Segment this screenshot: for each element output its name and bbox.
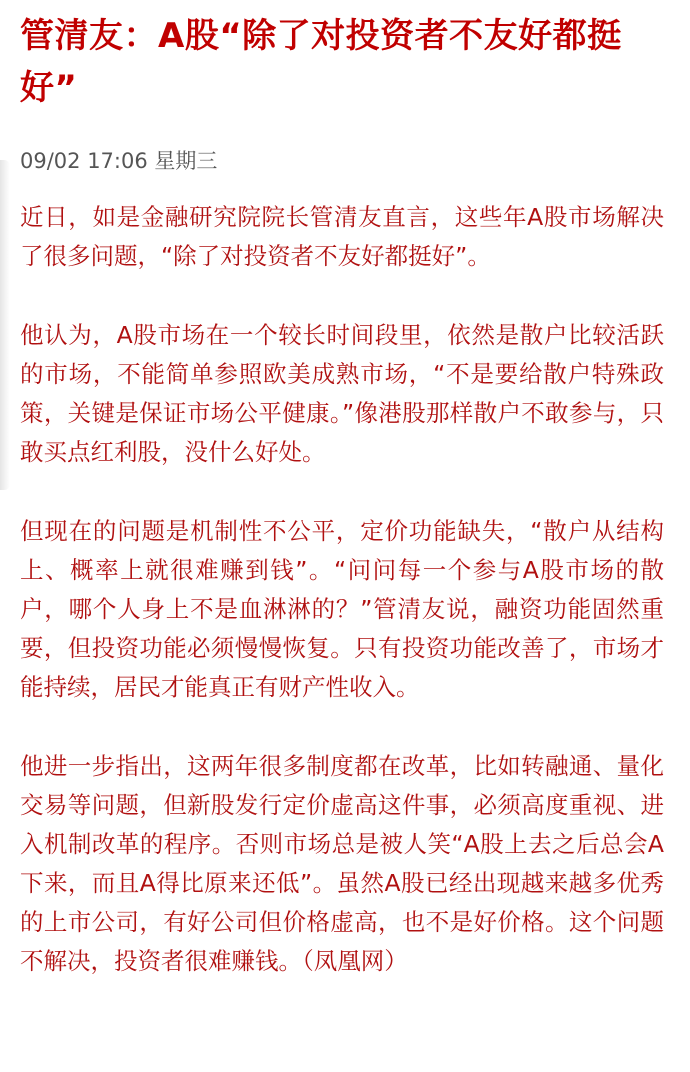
publish-time: 09/02 17:06 (20, 149, 148, 173)
publish-weekday: 星期三 (154, 149, 218, 173)
article-title: 管清友：A股“除了对投资者不友好都挺好” (20, 16, 622, 108)
article-meta (20, 146, 664, 176)
article-body (20, 198, 664, 981)
paragraph-4: 他进一步指出，这两年很多制度都在改革，比如转融通、量化交易等问题，但新股发行定价虚高这件事，必须高度重视、进入机制改革的程序。否则市场总是被人笑“A股上去之后总会A下来，而且A得比原来还低”。虽然A股已经出现越来越多优秀的上市公司，有好公司但价格虚高，也不是好价格。这个问题不解决，投资者很难赚钱。（凤凰网） (20, 752, 664, 975)
paragraph-3: 但现在的问题是机制性不公平，定价功能缺失，“散户从结构上、概率上就很难赚到钱”。“问问每一个参与A股市场的散户，哪个人身上不是血淋淋的？”管清友说，融资功能固然重要，但投资功能必须慢慢恢复。只有投资功能改善了，市场才能持续，居民才能真正有财产性收入。 (20, 517, 664, 701)
paragraph-1: 近日，如是金融研究院院长管清友直言，这些年A股市场解决了很多问题，“除了对投资者不友好都挺好”。 (20, 203, 664, 270)
paragraph-2: 他认为，A股市场在一个较长时间段里，依然是散户比较活跃的市场，不能简单参照欧美成熟市场，“不是要给散户特殊政策，关键是保证市场公平健康。”像港股那样散户不敢参与，只敢买点红利股，没什么好处。 (20, 321, 664, 466)
